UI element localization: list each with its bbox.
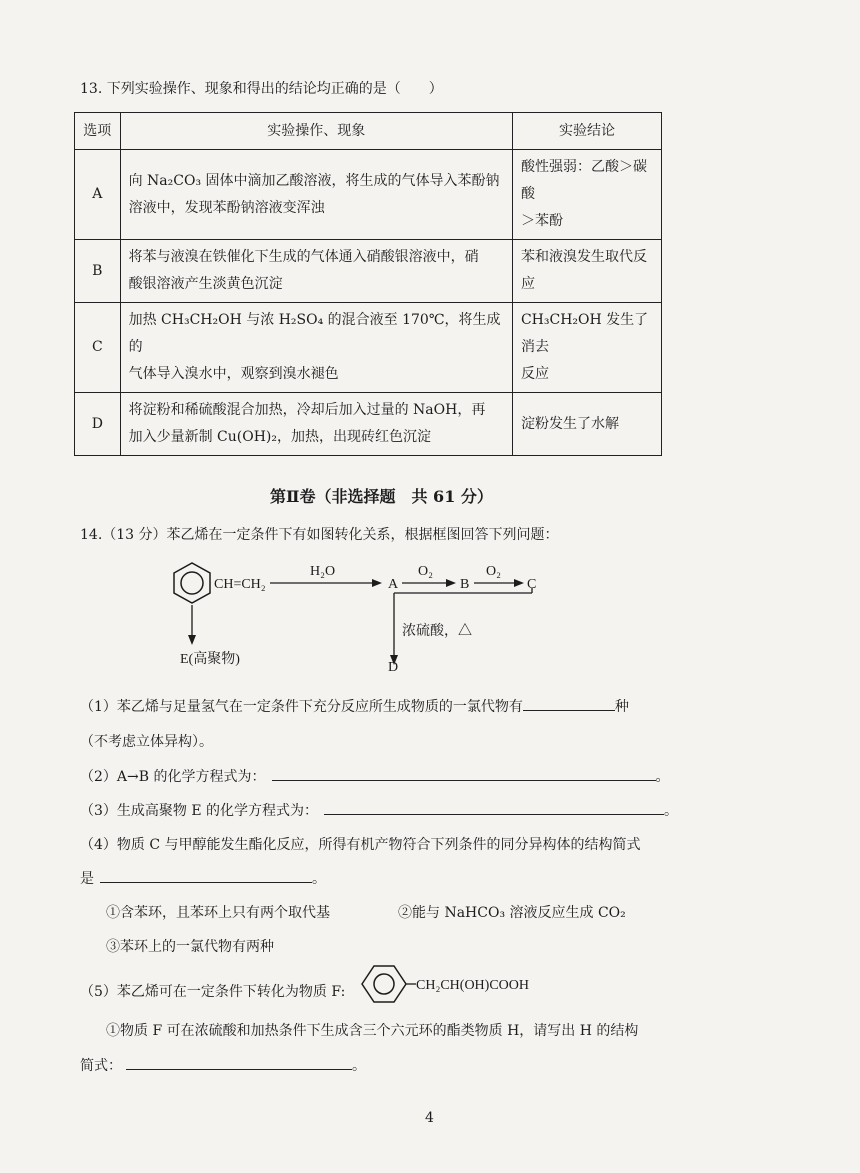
benzene-ring-icon (174, 563, 210, 603)
option-label: C (75, 303, 121, 393)
table-row (75, 240, 662, 303)
header-conclusion: 实验结论 (512, 113, 661, 150)
o2-label-2: O₂ (486, 564, 501, 579)
answer-blank[interactable] (324, 800, 664, 815)
operation-line: 气体导入溴水中，观察到溴水褪色 (128, 366, 339, 382)
benzene-ring-icon (362, 966, 406, 1002)
part5-subq: ①物质 F 可在浓硫酸和加热条件下生成含三个六元环的酯类物质 H，请写出 H 的结构 (106, 1023, 639, 1039)
compound-d: D (388, 660, 399, 673)
period: 。 (655, 769, 670, 785)
header-option: 选项 (75, 113, 121, 150)
part4-text: 是 (80, 871, 94, 887)
arrowhead-icon (372, 579, 382, 587)
header-operation: 实验操作、现象 (120, 113, 512, 150)
part2-text: （2）A→B 的化学方程式为： (80, 769, 266, 785)
part2-line (80, 766, 670, 786)
conclusion-line: 反应 (520, 366, 549, 382)
operation-line: 将淀粉和稀硫酸混合加热，冷却后加入过量的 NaOH，再 (128, 402, 486, 418)
operation-cell (120, 393, 512, 456)
acid-heat-label: 浓硫酸，△ (402, 624, 472, 639)
operation-cell (120, 240, 512, 303)
compound-a: A (388, 577, 399, 592)
part1-note: （不考虑立体异构）。 (80, 734, 213, 750)
f-group: CH₂CH(OH)COOH (416, 978, 529, 993)
operation-cell (120, 150, 512, 240)
period: 。 (312, 871, 326, 887)
q14-stem: 14.（13 分）苯乙烯在一定条件下有如图转化关系，根据框图回答下列问题： (80, 527, 559, 543)
conclusion-cell: 苯和液溴发生取代反应 (512, 240, 661, 303)
conclusion-cell (512, 303, 661, 393)
answer-blank[interactable] (126, 1055, 352, 1070)
option-label: B (75, 240, 121, 303)
styrene-group: CH=CH₂ (214, 577, 266, 592)
answer-blank[interactable] (100, 868, 312, 883)
operation-line: 加热 CH₃CH₂OH 与浓 H₂SO₄ 的混合液至 170℃，将生成的 (128, 312, 501, 355)
compound-c: C (527, 577, 537, 592)
compound-f-structure (356, 963, 556, 1005)
operation-line: 将苯与液溴在铁催化下生成的气体通入硝酸银溶液中，硝 (128, 249, 479, 265)
conclusion-line: CH₃CH₂OH 发生了消去 (520, 312, 649, 355)
conclusion-line: ＞苯酚 (520, 213, 563, 229)
conclusion-cell (512, 150, 661, 240)
arrowhead-icon (188, 635, 196, 645)
period: 。 (664, 803, 679, 819)
section-title: 第Ⅱ卷（非选择题 共 61 分） (270, 487, 493, 506)
page-number: 4 (425, 1110, 434, 1126)
option-label: D (75, 393, 121, 456)
conversion-diagram (160, 555, 580, 673)
operation-line: 向 Na₂CO₃ 固体中滴加乙酸溶液，将生成的气体导入苯酚钠 (128, 172, 500, 189)
arrowhead-icon (514, 579, 524, 587)
part1-text: （1）苯乙烯与足量氢气在一定条件下充分反应所生成物质的一氯代物有 (80, 699, 523, 715)
answer-blank[interactable] (523, 696, 615, 711)
operation-cell (120, 303, 512, 393)
h2o-label: H₂O (310, 564, 336, 579)
part3-text: （3）生成高聚物 E 的化学方程式为： (80, 803, 319, 819)
compound-b: B (460, 577, 470, 592)
table-header-row (75, 113, 662, 150)
table-row (75, 150, 662, 240)
operation-line: 酸银溶液产生淡黄色沉淀 (128, 276, 283, 292)
q13-stem: 13. 下列实验操作、现象和得出的结论均正确的是（ ） (80, 81, 443, 97)
experiment-table (74, 112, 662, 456)
arrowhead-icon (446, 579, 456, 587)
conclusion-cell: 淀粉发生了水解 (512, 393, 661, 456)
condition-1: ①含苯环，且苯环上只有两个取代基 (106, 905, 330, 921)
part3-line (80, 800, 678, 820)
part4-line: （4）物质 C 与甲醇能发生酯化反应，所得有机产物符合下列条件的同分异构体的结构简式 (80, 837, 641, 853)
o2-label-1: O₂ (418, 564, 433, 579)
part5-text: 简式： (80, 1058, 122, 1074)
table-row (75, 393, 662, 456)
polymer-e: E(高聚物) (180, 652, 240, 667)
operation-line: 溶液中，发现苯酚钠溶液变浑浊 (128, 199, 325, 216)
part4-answer-line (80, 868, 326, 888)
part1-unit: 种 (614, 699, 629, 715)
period: 。 (352, 1058, 366, 1074)
option-label: A (75, 150, 121, 240)
table-row (75, 303, 662, 393)
part5-answer-line (80, 1055, 366, 1075)
operation-line: 加入少量新制 Cu(OH)₂，加热，出现砖红色沉淀 (128, 429, 432, 445)
answer-blank[interactable] (272, 766, 656, 781)
part5-line: （5）苯乙烯可在一定条件下转化为物质 F: (80, 984, 346, 1000)
part1-line (80, 696, 629, 716)
conclusion-line: 酸性强弱：乙酸＞碳酸 (520, 159, 647, 202)
condition-2: ②能与 NaHCO₃ 溶液反应生成 CO₂ (398, 905, 626, 921)
condition-3: ③苯环上的一氯代物有两种 (106, 939, 274, 955)
